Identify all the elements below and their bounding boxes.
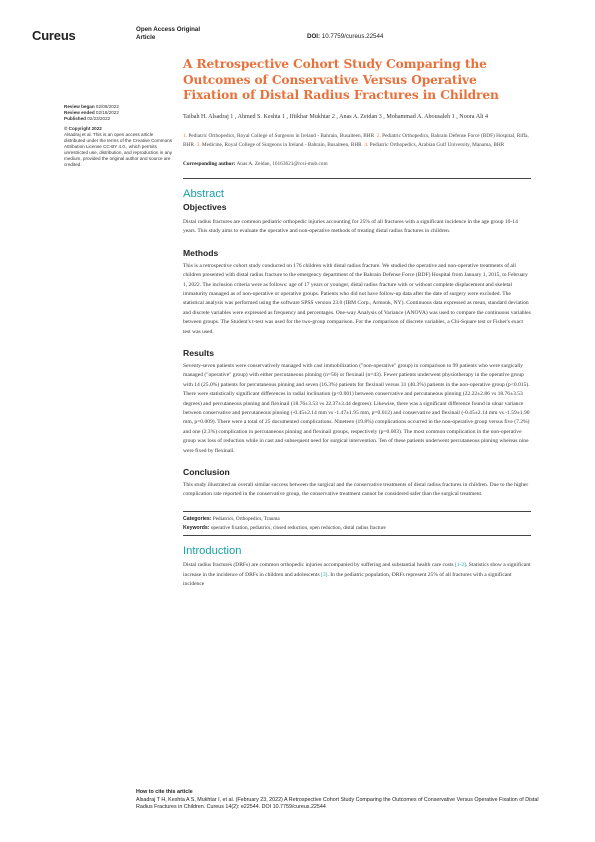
corresponding-author xyxy=(183,161,531,167)
article-title: A Retrospective Cohort Study Comparing the Outcomes of Conservative Versus Operative Fixation of Distal Radius Fractures in Children xyxy=(183,57,499,102)
keywords-value: operative fixation, pediatrics, closed reduction, open reduction, distal radius fracture xyxy=(210,525,386,532)
keywords xyxy=(183,524,531,533)
abstract-heading: Abstract xyxy=(183,187,225,200)
intro-text-part: Distal radius fractures (DRFs) are common orthopedic injuries accompanied by suffering and substantial health care costs xyxy=(183,562,455,569)
conclusion-heading: Conclusion xyxy=(183,467,230,478)
article-type-line1: Open Access Original xyxy=(136,26,201,33)
review-ended-label: Review ended xyxy=(64,110,95,115)
affiliation-text: Pediatric Orthopedics, Bahrain Defense Force (BDF) Hospital, Riffa, BHR xyxy=(183,132,529,148)
doi[interactable] xyxy=(307,33,383,40)
methods-text: This is a retrospective cohort study conducted on 176 children with distal radius fracture. We studied the operative and non-operative treatments of all children presented with distal radius fracture to the emergency department of the Bahrain Defense Force (BDF) Hospital from January 1, 2015, to February 1, 2022. The inclusion criteria were as follows: age of 17 years or younger, distal radius fracture with or without complete displacement and skeletal immaturity managed as of non-operative or operative groups. Patients who did not have follow-up data after the date of surgery were excluded. The statistical analysis was performed using the software SPSS version 23.0 (IBM Corp., Armonk, NY). Continuous data expressed as mean, standard deviation and discrete variables were expressed as frequency and percentages. One-way Analysis of Variance (ANOVA) was used to compare the continuous variables between groups. The Student's t-test was used for the two-group comparison. For the comparison of discrete variables, a Chi-Square test or Fisher's exact test was used. xyxy=(183,262,531,335)
corresponding-label: Corresponding author: xyxy=(183,160,236,167)
article-main xyxy=(183,57,531,589)
categories-value: Pediatrics, Orthopedics, Trauma xyxy=(212,515,280,522)
copyright: © Copyright 2022 xyxy=(64,126,102,131)
results-heading: Results xyxy=(183,347,215,358)
review-began-value: 02/08/2022 xyxy=(95,104,119,109)
affiliation-number: 1. xyxy=(183,132,187,139)
author-list: Taibah H. Alsadraj 1 , Ahmed S. Keshta 1 , Iftikhar Mukhtar 2 , Anas A. Zeidan 3 , Mohammad A. Abousaleh 1 , Noora Ali 4 xyxy=(183,113,489,120)
citation-block xyxy=(136,789,556,812)
categories-label: Categories: xyxy=(183,515,212,522)
affiliation-number: 4. xyxy=(364,141,369,148)
article-type-line2: Article xyxy=(136,33,156,41)
affiliation-text: Pediatric Orthopedics, Royal College of Surgeons in Ireland - Bahrain, Busaiteen, BHR xyxy=(188,132,375,139)
reference-link[interactable]: [3] xyxy=(321,571,328,578)
categories xyxy=(183,515,531,524)
license-text: Alsadraj et al. This is an open access article distributed under the terms of the Creative Commons Attribution License CC-BY 4.0., which permits unrestricted use, distribution, and reproduction in any medium, provided the original author and source are credited. xyxy=(64,132,173,167)
objectives-text: Distal radius fractures are common pediatric orthopedic injuries accounting for 25% of all fractures with a significant incidence in the age group 10-14 years. This study aims to evaluate the operative and non-operative methods of treating distal radius fractures in children. xyxy=(183,218,518,235)
published-value: 02/23/2022 xyxy=(87,116,111,121)
introduction-heading: Introduction xyxy=(183,545,242,558)
divider xyxy=(183,535,531,536)
divider xyxy=(183,511,531,512)
review-began-label: Review began xyxy=(64,104,95,109)
doi-label: DOI: xyxy=(307,33,321,40)
corresponding-value: Anas A. Zeidan, 16163621@rcsi-mub.com xyxy=(236,160,328,167)
sidebar xyxy=(64,104,174,172)
objectives-heading: Objectives xyxy=(183,201,227,212)
affiliation-number: 3. xyxy=(196,141,201,148)
published-label: Published xyxy=(64,116,86,121)
affiliation-number: 2. xyxy=(376,132,381,139)
affiliation-text: Medicine, Royal College of Surgeons in Ireland - Bahrain, Busaiteen, BHR xyxy=(201,141,362,148)
reference-link[interactable]: [1-2] xyxy=(454,562,467,569)
doi-value[interactable]: 10.7759/cureus.22544 xyxy=(321,33,384,40)
affiliation-text: Pediatric Orthopedics, Arabian Gulf University, Manama, BHR xyxy=(369,141,505,148)
review-ended-value: 02/18/2022 xyxy=(95,110,119,115)
copyright-block xyxy=(64,126,174,168)
keywords-label: Keywords: xyxy=(183,525,210,532)
citation-label: How to cite this article xyxy=(136,789,193,795)
divider xyxy=(183,178,531,179)
review-dates xyxy=(64,104,174,122)
results-text: Seventy-seven patients were conservatively managed with cast immobilization ("non-operative" group) in comparison to 99 patients who were surgically managed ("operative" group) with either percutaneous pinning (n=56) or flexinail (n=43). Fewer patients underwent physiotherapy in the operative group with 14 (25.0%) patients for percutaneous pinning and seven (16.3%) patients for flexinail versus 31 (40.3%) patients in the non-operative group (p<0.015). There were statistically significant differences in radial inclination (p<0.001) between conservative and percutaneous pinning (22.22±2.86 vs 18.76±3.53 degrees) and percutaneous pinning and flexinail (18.76±3.53 vs 22.37±3.44 degrees). Likewise, there was a significant difference found in ulnar variance between conservative and percutaneous pinning (-0.45±2.14 mm vs -1.47±1.95 mm, p=0.012) and conservative and flexinail (-0.45±2.14 mm vs -1.59±1.90 mm, p=0.009). There were a total of 25 documented complications. Nineteen (19.8%) complications occurred in the non-operative group versus five (7.2%) and one (2.3%) complication in percutaneous pinning and flexinail groups, respectively (p=0.003). The most common complication in the non-operative group was loss of reduction while in cast and subsequent need for surgical intervention. Ten of these patients underwent percutaneous pinning whereas nine were fixed by flexinail. xyxy=(183,362,530,454)
conclusion-text: This study illustrated an overall similar success between the surgical and the conservative treatments of distal radius fractures in children. Due to the higher complication rate reported in the conservative group, the conservative treatment cannot be considered safer than the surgical treatment. xyxy=(183,482,529,498)
citation-text: Alsadraj T H, Keshta A S, Mukhtar I, et al. (February 23, 2022) A Retrospective Cohort Study Comparing the Outcomes of Conservative Versus Operative Fixation of Distal Radius Fractures in Children. Cureus 14(2): e22544. DOI 10.7759/cureus.22544 xyxy=(136,796,539,810)
article-type xyxy=(136,26,200,41)
cureus-logo: Cureus xyxy=(32,28,76,43)
introduction-text xyxy=(183,561,531,589)
intro-text-part: . In the pediatric population, DRFs represent 25% of all fractures with a significant incidence xyxy=(183,571,512,588)
intro-text-part: . Statistics show a significant increase in the incidence of DRFs in children and adolescents xyxy=(183,562,531,578)
affiliations xyxy=(183,132,531,150)
methods-heading: Methods xyxy=(183,247,219,258)
